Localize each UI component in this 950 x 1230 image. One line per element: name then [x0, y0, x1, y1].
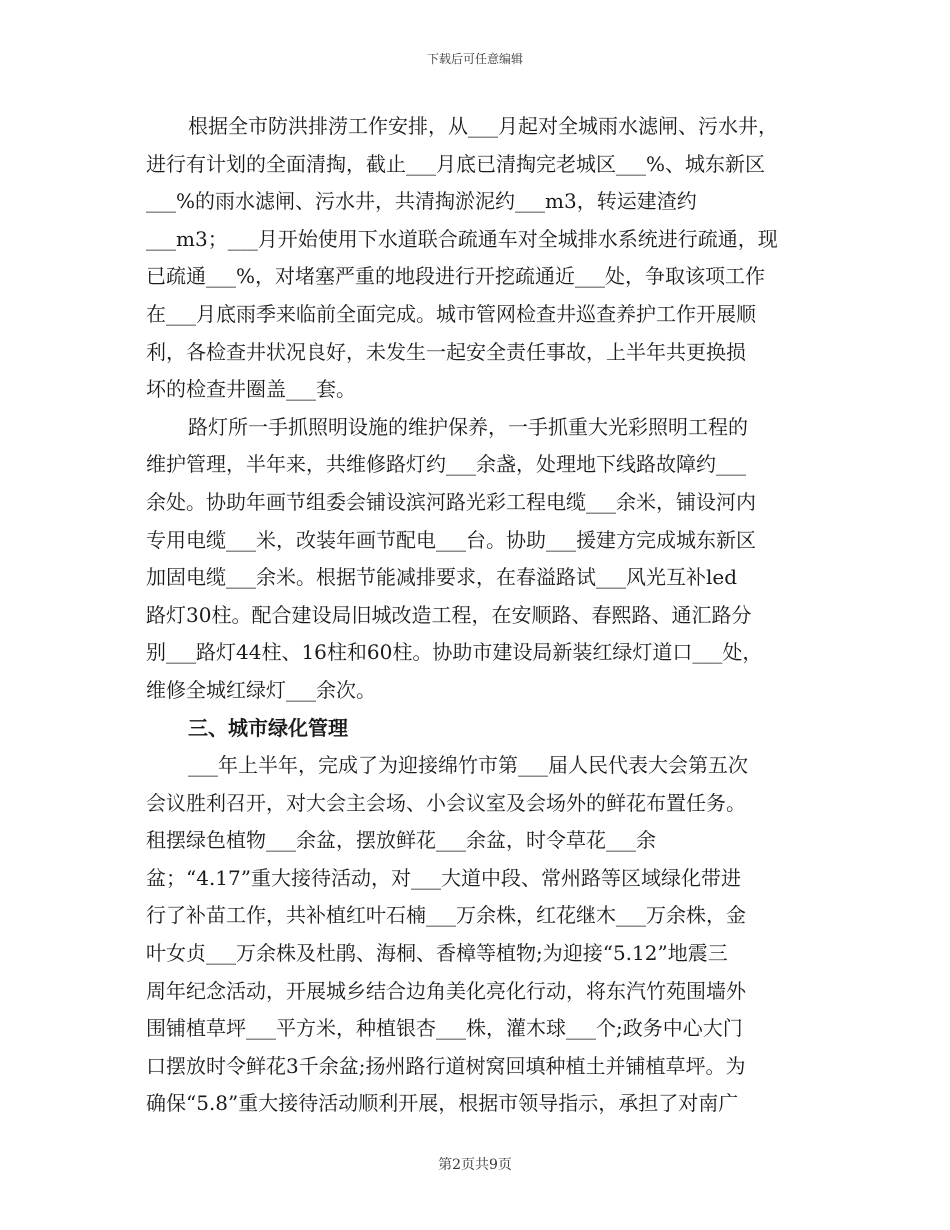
text-line: 坏的检查井圈盖___套。 [146, 377, 356, 402]
text-line: 盆；“4.17”重大接待活动，对___大道中段、常州路等区域绿化带进 [146, 865, 741, 890]
text-line: 确保“5.8”重大接待活动顺利开展，根据市领导指示，承担了对南广 [146, 1091, 739, 1116]
text-line: 进行有计划的全面清掏，截止___月底已清掏完老城区___%、城东新区 [146, 151, 766, 176]
section-heading: 三、城市绿化管理 [188, 715, 348, 740]
text-line: 已疏通___%，对堵塞严重的地段进行开挖疏通近___处，争取该项工作 [146, 264, 766, 289]
text-line: 别___路灯44柱、16柱和60柱。协助市建设局新装红绿灯道口___处， [146, 640, 763, 665]
document-body [146, 108, 811, 1123]
text-line: 在___月底雨季来临前全面完成。城市管网检查井巡查养护工作开展顺 [146, 301, 756, 326]
text-line: 行了补苗工作，共补植红叶石楠___万余株，红花继木___万余株，金 [146, 903, 746, 928]
text-line: 口摆放时令鲜花3千余盆;扬州路行道树窝回填种植土并铺植草坪。为 [146, 1053, 746, 1078]
text-line: 余处。协助年画节组委会铺设滨河路光彩工程电缆___余米，铺设河内 [146, 489, 756, 514]
text-line: 路灯30柱。配合建设局旧城改造工程，在安顺路、春熙路、通汇路分 [146, 602, 752, 627]
text-line: 围铺植草坪___平方米，种植银杏___株，灌木球___个;政务中心大门 [146, 1016, 743, 1041]
page-number: 第2页共9页 [438, 1157, 512, 1173]
text-line: ___m3；___月开始使用下水道联合疏通车对全城排水系统进行疏通，现 [146, 226, 778, 251]
text-line: 专用电缆___米，改装年画节配电___台。协助___援建方完成城东新区 [146, 527, 756, 552]
text-line: 维修全城红绿灯___余次。 [146, 677, 376, 702]
text-line: 会议胜利召开，对大会主会场、小会议室及会场外的鲜花布置任务。 [146, 790, 746, 815]
text-line: ___年上半年，完成了为迎接绵竹市第___届人民代表大会第五次 [188, 753, 748, 778]
text-line: 路灯所一手抓照明设施的维护保养，一手抓重大光彩照明工程的 [188, 414, 748, 439]
text-line: 周年纪念活动，开展城乡结合边角美化亮化行动，将东汽竹苑围墙外 [146, 978, 746, 1003]
text-line: 利，各检查井状况良好，未发生一起安全责任事故，上半年共更换损 [146, 339, 746, 364]
text-line: 维护管理，半年来，共维修路灯约___余盏，处理地下线路故障约___ [146, 452, 746, 477]
text-line: 根据全市防洪排涝工作安排，从___月起对全城雨水滤闸、污水井， [188, 114, 778, 138]
text-line: ___%的雨水滤闸、污水井，共清掏淤泥约___m3，转运建渣约 [146, 189, 697, 214]
text-line: 叶女贞___万余株及杜鹃、海桐、香樟等植物;为迎接“5.12”地震三 [146, 941, 728, 966]
text-line: 租摆绿色植物___余盆，摆放鲜花___余盆，时令草花___余 [146, 828, 656, 853]
page-header: 下载后可任意编辑 [426, 52, 523, 66]
text-line: 加固电缆___余米。根据节能减排要求，在春溢路试___风光互补led [146, 565, 738, 590]
